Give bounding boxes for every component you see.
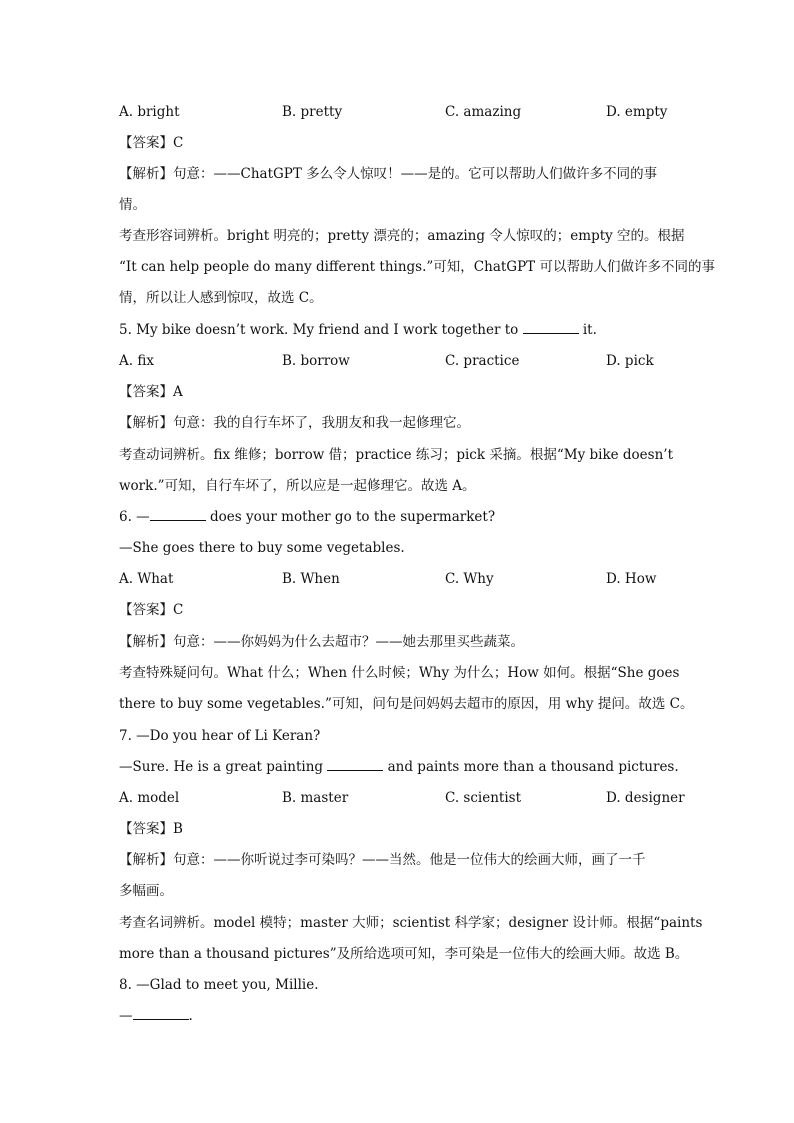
- q6-option-b: B. When: [282, 571, 340, 587]
- q5-option-a: A. fix: [119, 353, 154, 369]
- q6-stem-end: does your mother go to the supermarket?: [209, 509, 496, 525]
- q4-option-b: B. pretty: [282, 104, 343, 120]
- q8-question: 8. —Glad to meet you, Millie.: [119, 977, 319, 993]
- q7-option-b: B. master: [282, 790, 349, 806]
- q7-option-c: C. scientist: [445, 790, 522, 806]
- q7-analysis-line-3: 考查名词辨析。model 模特；master 大师；scientist 科学家；designer 设计师。根据“paints: [119, 915, 703, 931]
- q6-option-c: C. Why: [445, 571, 494, 587]
- q7-option-a: A. model: [119, 790, 180, 806]
- q6-option-d: D. How: [606, 571, 657, 587]
- q8-stem-text: —: [119, 1008, 133, 1024]
- q6-analysis-line-3: there to buy some vegetables.”可知，问句是问妈妈去超市的原因，用 why 提问。故选 C。: [119, 696, 694, 712]
- q5-answer: 【答案】A: [119, 384, 183, 400]
- q7-analysis-line-1: 【解析】句意：——你听说过李可染吗？——当然。他是一位伟大的绘画大师，画了一千: [119, 852, 646, 868]
- q7-option-d: D. designer: [606, 790, 685, 806]
- q5-analysis-line-2: 考查动词辨析。fix 维修；borrow 借；practice 练习；pick 采摘。根据“My bike doesn’t: [119, 447, 674, 463]
- q4-option-d: D. empty: [606, 104, 668, 120]
- q6-option-a: A. What: [119, 571, 174, 587]
- q4-option-a: A. bright: [119, 104, 180, 120]
- q7-stem: [119, 757, 679, 777]
- q5-option-b: B. borrow: [282, 353, 350, 369]
- q7-analysis-line-4: more than a thousand pictures”及所给选项可知，李可染是一位伟大的绘画大师。故选 B。: [119, 946, 689, 962]
- q7-blank: [327, 770, 383, 771]
- q5-option-d: D. pick: [606, 353, 654, 369]
- q5-analysis-line-1: 【解析】句意：我的自行车坏了，我朋友和我一起修理它。: [119, 415, 470, 431]
- q4-analysis-line-1: 【解析】句意：——ChatGPT 多么令人惊叹！——是的。它可以帮助人们做许多不同的事: [119, 166, 658, 182]
- q8-blank: [133, 1019, 189, 1020]
- q4-analysis-line-5: 情，所以让人感到惊叹，故选 C。: [119, 290, 323, 306]
- q7-question: 7. —Do you hear of Li Keran?: [119, 728, 321, 744]
- q8-stem: [119, 1006, 679, 1026]
- q7-stem-end: and paints more than a thousand pictures.: [387, 759, 679, 775]
- q7-analysis-line-2: 多幅画。: [119, 883, 173, 899]
- q5-analysis-line-3: work.”可知，自行车坏了，所以应是一起修理它。故选 A。: [119, 478, 476, 494]
- q5-blank: [523, 333, 579, 334]
- q4-analysis-line-2: 情。: [119, 197, 146, 213]
- q4-answer: 【答案】C: [119, 135, 184, 151]
- q4-option-c: C. amazing: [445, 104, 522, 120]
- q5-option-c: C. practice: [445, 353, 520, 369]
- q8-stem-end: .: [188, 1008, 193, 1024]
- q7-answer: 【答案】B: [119, 821, 183, 837]
- q5-stem: [119, 320, 679, 340]
- q4-analysis-line-4: “It can help people do many different things.”可知，ChatGPT 可以帮助人们做许多不同的事: [119, 259, 715, 275]
- q4-analysis-line-3: 考查形容词辨析。bright 明亮的；pretty 漂亮的；amazing 令人惊叹的；empty 空的。根据: [119, 228, 685, 244]
- q6-stem: [119, 507, 679, 527]
- q6-stem-text: 6. —: [119, 509, 150, 525]
- q6-analysis-line-1: 【解析】句意：——你妈妈为什么去超市？——她去那里买些蔬菜。: [119, 634, 524, 650]
- q5-stem-end: it.: [582, 322, 597, 338]
- q5-stem-text: 5. My bike doesn’t work. My friend and I work together to: [119, 322, 519, 338]
- q6-blank: [150, 520, 206, 521]
- q6-response: —She goes there to buy some vegetables.: [119, 540, 405, 556]
- q7-stem-text: —Sure. He is a great painting: [119, 759, 324, 775]
- q6-answer: 【答案】C: [119, 602, 184, 618]
- q6-analysis-line-2: 考查特殊疑问句。What 什么；When 什么时候；Why 为什么；How 如何。根据“She goes: [119, 665, 680, 681]
